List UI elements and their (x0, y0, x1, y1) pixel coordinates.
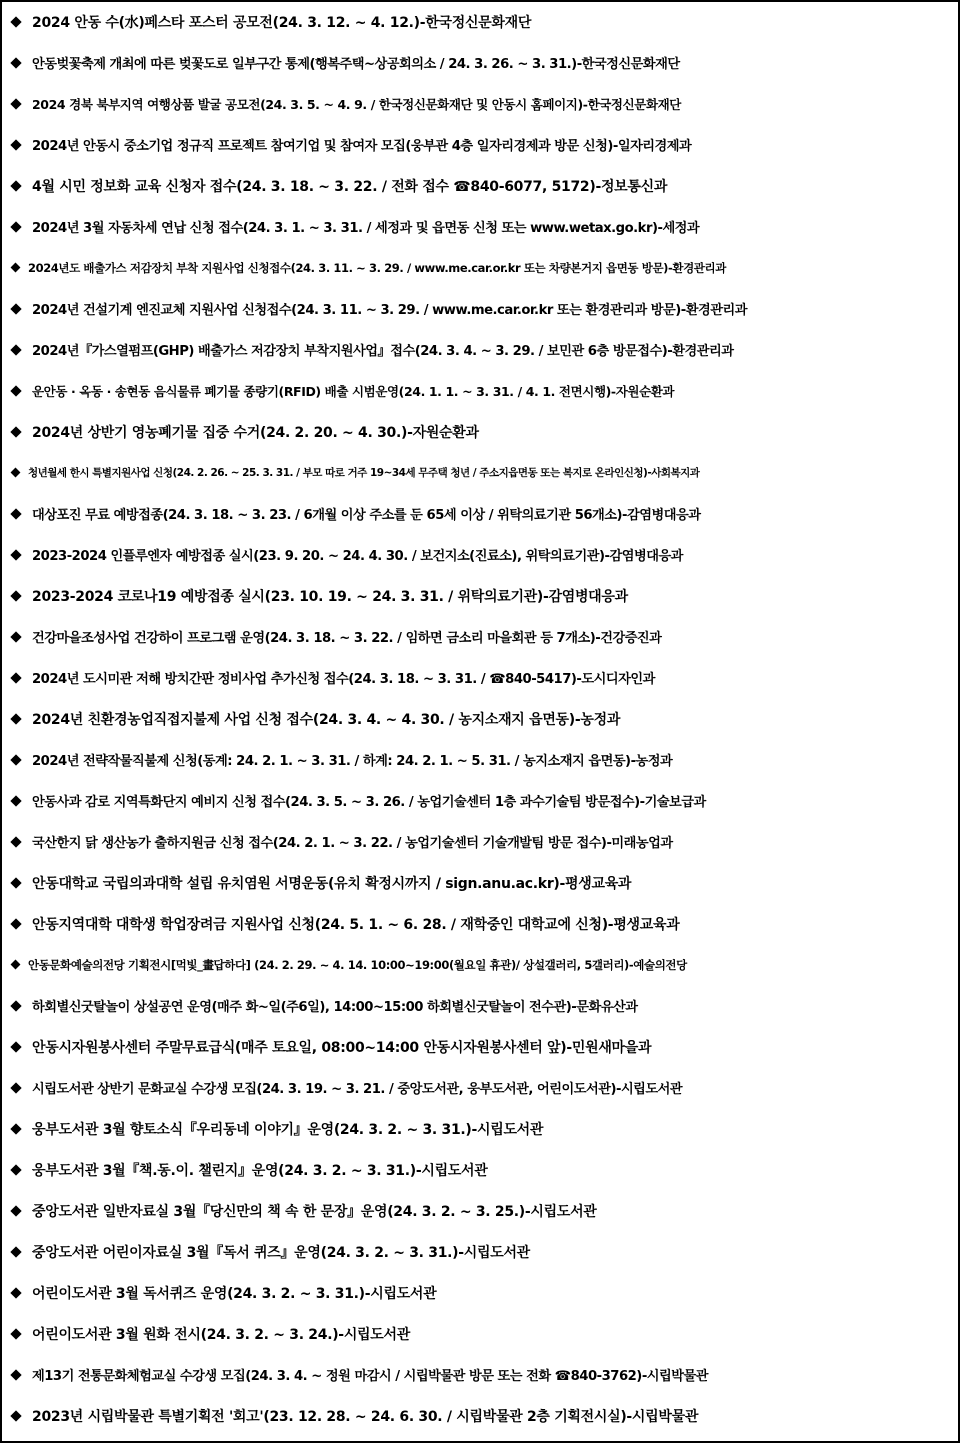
diamond-bullet-icon (10, 468, 20, 478)
notice-text: 2024년 전략작물직불제 신청(동계: 24. 2. 1. ~ 3. 31. / 하계: 24. 2. 1. ~ 5. 31. / 농지소재지 읍면동)-농정과 (32, 754, 673, 769)
list-item (8, 1231, 958, 1272)
list-item (8, 616, 958, 657)
notice-text: 국산한지 닭 생산농가 출하지원금 신청 접수(24. 2. 1. ~ 3. 22. / 농업기술센터 기술개발팀 방문 접수)-미래농업과 (32, 836, 673, 851)
notice-text: 어린이도서관 3월 원화 전시(24. 3. 2. ~ 3. 24.)-시립도서관 (32, 1326, 410, 1343)
diamond-bullet-icon (10, 303, 22, 315)
diamond-bullet-icon (10, 263, 20, 273)
list-item (8, 206, 958, 247)
diamond-bullet-icon (10, 1041, 22, 1053)
diamond-bullet-icon (10, 549, 22, 561)
list-item (8, 534, 958, 575)
diamond-bullet-icon (10, 1082, 22, 1094)
diamond-bullet-icon (10, 960, 20, 970)
notice-text: 운안동 · 옥동 · 송현동 음식물류 폐기물 종량기(RFID) 배출 시범운영(24. 1. 1. ~ 3. 31. / 4. 1. 전면시행)-자원순환과 (32, 383, 675, 399)
diamond-bullet-icon (10, 836, 22, 848)
diamond-bullet-icon (10, 754, 22, 766)
notice-text: 안동지역대학 대학생 학업장려금 지원사업 신청(24. 5. 1. ~ 6. 28. / 재학중인 대학교에 신청)-평생교육과 (32, 916, 680, 933)
list-item (8, 1313, 958, 1354)
notice-text: 2024년『가스열펌프(GHP) 배출가스 저감장치 부착지원사업』접수(24. 3. 4. ~ 3. 29. / 보민관 6층 방문접수)-환경관리과 (32, 344, 734, 359)
list-item (8, 780, 958, 821)
notice-text: 안동문화예술의전당 기획전시[먹빛_畫답하다] (24. 2. 29. ~ 4. 14. 10:00~19:00(월요일 휴관)/ 상설갤러리, 5갤러리)-예술의전당 (28, 957, 687, 972)
list-item (8, 1108, 958, 1149)
list-item (8, 657, 958, 698)
list-item (8, 821, 958, 862)
notice-text: 웅부도서관 3월 향토소식『우리동네 이야기』운영(24. 3. 2. ~ 3. 31.)-시립도서관 (32, 1121, 544, 1138)
list-item (8, 452, 958, 493)
list-item (8, 42, 958, 83)
diamond-bullet-icon (10, 1246, 22, 1258)
diamond-bullet-icon (10, 426, 22, 438)
diamond-bullet-icon (10, 590, 22, 602)
notice-list (8, 2, 958, 1436)
notice-text: 2024년 상반기 영농폐기물 집중 수거(24. 2. 20. ~ 4. 30.)-자원순환과 (32, 424, 479, 441)
diamond-bullet-icon (10, 713, 22, 725)
diamond-bullet-icon (10, 877, 22, 889)
diamond-bullet-icon (10, 918, 22, 930)
diamond-bullet-icon (10, 1164, 22, 1176)
notice-text: 2023년 시립박물관 특별기획전 '회고'(23. 12. 28. ~ 24. 6. 30. / 시립박물관 2층 기획전시실)-시립박물관 (32, 1408, 699, 1425)
notice-text: 2024년 친환경농업직접지불제 사업 신청 접수(24. 3. 4. ~ 4. 30. / 농지소재지 읍면동)-농정과 (32, 711, 621, 728)
list-item (8, 2, 958, 42)
notice-text: 시립도서관 상반기 문화교실 수강생 모집(24. 3. 19. ~ 3. 21. / 중앙도서관, 웅부도서관, 어린이도서관)-시립도서관 (32, 1082, 683, 1097)
diamond-bullet-icon (10, 631, 22, 643)
list-item (8, 493, 958, 534)
notice-text: 안동대학교 국립의과대학 설립 유치염원 서명운동(유치 확정시까지 / sign.anu.ac.kr)-평생교육과 (32, 875, 632, 892)
notice-text: 중앙도서관 어린이자료실 3월『독서 퀴즈』운영(24. 3. 2. ~ 3. 31.)-시립도서관 (32, 1244, 530, 1261)
list-item (8, 862, 958, 903)
diamond-bullet-icon (10, 1410, 22, 1422)
list-item (8, 903, 958, 944)
notice-text: 어린이도서관 3월 독서퀴즈 운영(24. 3. 2. ~ 3. 31.)-시립도서관 (32, 1285, 437, 1302)
diamond-bullet-icon (10, 1205, 22, 1217)
list-item (8, 985, 958, 1026)
notice-text: 대상포진 무료 예방접종(24. 3. 18. ~ 3. 23. / 6개월 이상 주소를 둔 65세 이상 / 위탁의료기관 56개소)-감염병대응과 (32, 508, 701, 523)
list-item (8, 1026, 958, 1067)
notice-text: 안동시자원봉사센터 주말무료급식(매주 토요일, 08:00~14:00 안동시자원봉사센터 앞)-민원새마을과 (32, 1039, 652, 1056)
diamond-bullet-icon (10, 98, 22, 110)
list-item (8, 247, 958, 288)
diamond-bullet-icon (10, 180, 22, 192)
list-item (8, 124, 958, 165)
list-item (8, 329, 958, 370)
list-item (8, 944, 958, 985)
notice-text: 안동사과 감로 지역특화단지 예비지 신청 접수(24. 3. 5. ~ 3. 26. / 농업기술센터 1층 과수기술팀 방문접수)-기술보급과 (32, 795, 706, 810)
notice-text: 2024년도 배출가스 저감장치 부착 지원사업 신청접수(24. 3. 11. ~ 3. 29. / www.me.car.or.kr 또는 차량본거지 읍면동 방문)-환경관리과 (28, 260, 726, 275)
list-item (8, 83, 958, 124)
notice-text: 2024년 안동시 중소기업 정규직 프로젝트 참여기업 및 참여자 모집(웅부관 4층 일자리경제과 방문 신청)-일자리경제과 (32, 139, 692, 154)
notice-text: 2024년 건설기계 엔진교체 지원사업 신청접수(24. 3. 11. ~ 3. 29. / www.me.car.or.kr 또는 환경관리과 방문)-환경관리과 (32, 303, 747, 318)
notice-text: 2024 안동 수(水)페스타 포스터 공모전(24. 3. 12. ~ 4. 12.)-한국정신문화재단 (32, 15, 532, 31)
notice-text: 웅부도서관 3월『책.동.이. 챌린지』운영(24. 3. 2. ~ 3. 31.)-시립도서관 (32, 1162, 488, 1179)
list-item (8, 1272, 958, 1313)
notice-text: 청년월세 한시 특별지원사업 신청(24. 2. 26. ~ 25. 3. 31. / 부모 따로 거주 19~34세 무주택 청년 / 주소지읍면동 또는 복지로 온라인신청)-사회복지과 (28, 467, 700, 479)
list-item (8, 1149, 958, 1190)
list-item (8, 575, 958, 616)
diamond-bullet-icon (10, 344, 22, 356)
diamond-bullet-icon (10, 508, 22, 520)
diamond-bullet-icon (10, 1369, 22, 1381)
diamond-bullet-icon (10, 1328, 22, 1340)
notice-text: 2023-2024 인플루엔자 예방접종 실시(23. 9. 20. ~ 24. 4. 30. / 보건지소(진료소), 위탁의료기관)-감염병대응과 (32, 549, 683, 564)
list-item (8, 165, 958, 206)
diamond-bullet-icon (10, 139, 22, 151)
diamond-bullet-icon (10, 221, 22, 233)
diamond-bullet-icon (10, 385, 22, 397)
diamond-bullet-icon (10, 57, 22, 69)
notice-text: 하회별신굿탈놀이 상설공연 운영(매주 화~일(주6일), 14:00~15:00 하회별신굿탈놀이 전수관)-문화유산과 (32, 1000, 638, 1015)
list-item (8, 411, 958, 452)
notice-text: 건강마을조성사업 건강하이 프로그램 운영(24. 3. 18. ~ 3. 22. / 임하면 금소리 마을회관 등 7개소)-건강증진과 (32, 631, 662, 646)
diamond-bullet-icon (10, 16, 22, 28)
notice-text: 2024년 3월 자동차세 연납 신청 접수(24. 3. 1. ~ 3. 31. / 세정과 및 읍면동 신청 또는 www.wetax.go.kr)-세정과 (32, 221, 700, 236)
notice-text: 4월 시민 정보화 교육 신청자 접수(24. 3. 18. ~ 3. 22. / 전화 접수 ☎840-6077, 5172)-정보통신과 (32, 178, 668, 195)
list-item (8, 1067, 958, 1108)
notice-text: 2024년 도시미관 저해 방치간판 정비사업 추가신청 접수(24. 3. 18. ~ 3. 31. / ☎840-5417)-도시디자인과 (32, 672, 655, 687)
notice-text: 제13기 전통문화체험교실 수강생 모집(24. 3. 4. ~ 정원 마감시 / 시립박물관 방문 또는 전화 ☎840-3762)-시립박물관 (32, 1369, 708, 1384)
list-item (8, 1354, 958, 1395)
notice-text: 안동벚꽃축제 개최에 따른 벚꽃도로 일부구간 통제(행복주택~상공회의소 / 24. 3. 26. ~ 3. 31.)-한국정신문화재단 (32, 57, 680, 72)
diamond-bullet-icon (10, 795, 22, 807)
diamond-bullet-icon (10, 1000, 22, 1012)
notice-text: 중앙도서관 일반자료실 3월『당신만의 책 속 한 문장』운영(24. 3. 2. ~ 3. 25.)-시립도서관 (32, 1203, 597, 1220)
list-item (8, 370, 958, 411)
notice-text: 2024 경북 북부지역 여행상품 발굴 공모전(24. 3. 5. ~ 4. 9. / 한국정신문화재단 및 안동시 홈페이지)-한국정신문화재단 (32, 96, 681, 112)
list-item (8, 1395, 958, 1436)
notice-text: 2023-2024 코로나19 예방접종 실시(23. 10. 19. ~ 24. 3. 31. / 위탁의료기관)-감염병대응과 (32, 588, 628, 605)
list-item (8, 739, 958, 780)
diamond-bullet-icon (10, 1287, 22, 1299)
list-item (8, 288, 958, 329)
list-item (8, 698, 958, 739)
list-item (8, 1190, 958, 1231)
diamond-bullet-icon (10, 672, 22, 684)
diamond-bullet-icon (10, 1123, 22, 1135)
